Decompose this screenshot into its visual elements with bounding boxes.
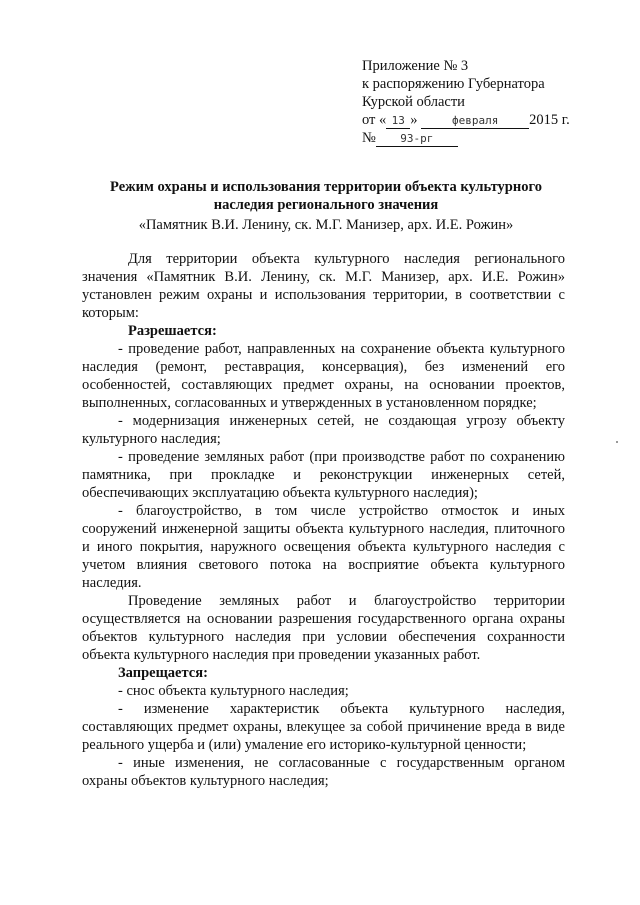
allowed-item: - проведение работ, направленных на сохранение объекта культурного наследия (ремонт, реставрация, консервация), без изменений его особенностей, составляющих предмет охраны, на основании проектов, выполненных, согласованных и утвержденных в установленном порядке; <box>82 341 565 411</box>
appendix-order-number <box>362 129 612 147</box>
allowed-heading: Разрешается: <box>128 323 217 339</box>
appendix-region: Курской области <box>362 94 465 110</box>
allowed-item: - благоустройство, в том числе устройство отмосток и иных сооружений инженерной защиты объекта культурного наследия, плиточного и иного покрытия, наружного освещения объекта культурного наследия с учетом влияния светового потока на восприятие объекта культурного наследия. <box>82 503 565 591</box>
title-line-1: Режим охраны и использования территории объекта культурного <box>110 179 542 195</box>
number-prefix: № <box>362 130 376 146</box>
date-month: февраля <box>421 113 529 129</box>
date-prefix: от « <box>362 112 387 128</box>
appendix-order-ref: к распоряжению Губернатора <box>362 76 545 92</box>
document-body <box>82 250 565 790</box>
allowed-item: - проведение земляных работ (при производстве работ по сохранению памятника, при прокладке и реконструкции инженерных сетей, обеспечивающих эксплуатацию объекта культурного наследия); <box>82 449 565 501</box>
title-line-2: наследия регионального значения <box>213 197 439 213</box>
appendix-number: Приложение № 3 <box>362 58 469 74</box>
date-mid: » <box>410 112 418 128</box>
appendix-header <box>362 57 612 147</box>
order-number: 93-рг <box>376 131 458 147</box>
title-monument-name: «Памятник В.И. Ленину, ск. М.Г. Манизер, арх. И.Е. Рожин» <box>138 217 514 233</box>
earthworks-paragraph: Проведение земляных работ и благоустройство территории осуществляется на основании разрешения государственного органа охраны объектов культурного наследия при условии обеспечения сохранности объекта культурного наследия при проведении указанных работ. <box>82 593 565 663</box>
document-title <box>80 178 572 234</box>
date-year: 2015 г. <box>529 112 570 128</box>
allowed-item: - модернизация инженерных сетей, не создающая угрозу объекту культурного наследия; <box>82 413 565 447</box>
forbidden-heading: Запрещается: <box>118 665 208 681</box>
forbidden-item: - изменение характеристик объекта культурного наследия, составляющих предмет охраны, влекущее за собой причинение вреда в виде реального ущерба и (или) умаление его историко-культурной ценности; <box>82 701 565 753</box>
forbidden-item: - снос объекта культурного наследия; <box>118 683 349 699</box>
appendix-date <box>362 111 612 129</box>
forbidden-item: - иные изменения, не согласованные с государственным органом охраны объектов культурного наследия; <box>82 755 565 789</box>
date-day: 13 <box>386 113 410 129</box>
scan-speck <box>616 441 618 443</box>
intro-paragraph: Для территории объекта культурного наследия регионального значения «Памятник В.И. Ленину, ск. М.Г. Манизер, арх. И.Е. Рожин» установлен режим охраны и использования территории, в соответствии с которым: <box>82 251 565 321</box>
